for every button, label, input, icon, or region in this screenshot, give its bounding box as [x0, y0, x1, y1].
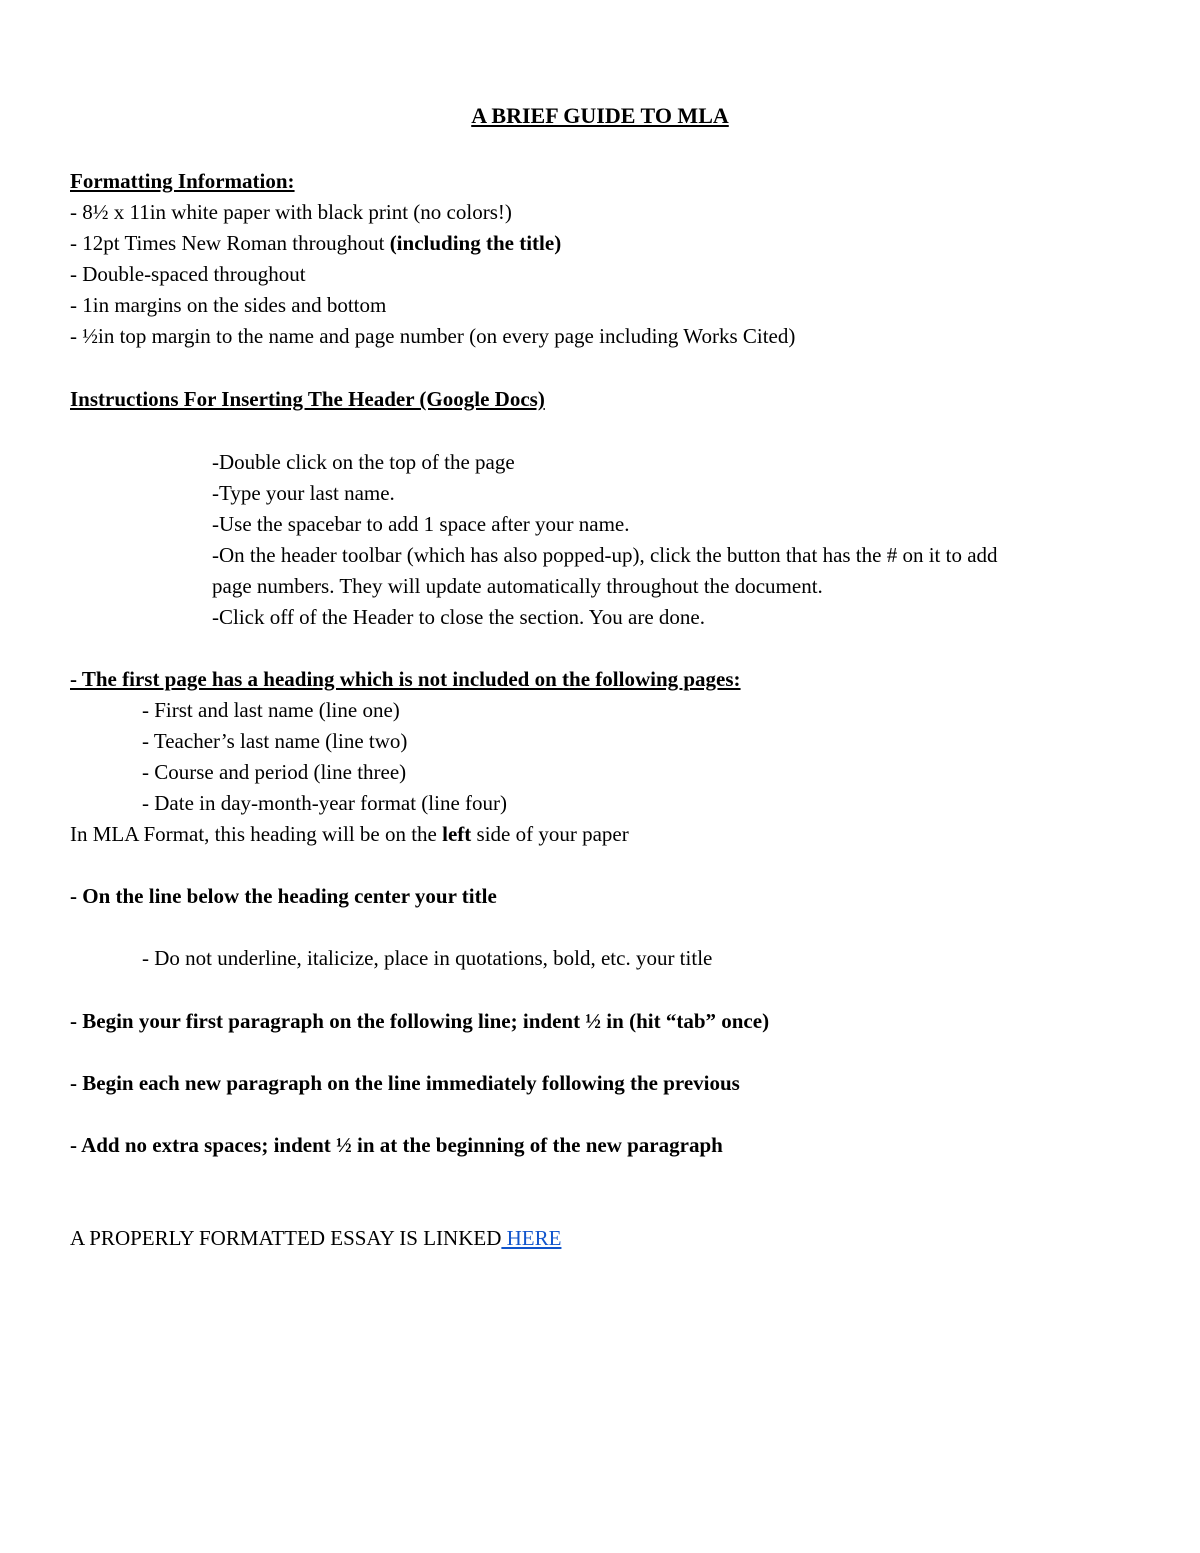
first-page-note — [70, 820, 629, 848]
paragraph-rule: - Begin your first paragraph on the following line; indent ½ in (hit “tab” once) — [70, 1009, 770, 1033]
formatting-item-emphasis: (including the title) — [389, 231, 562, 255]
first-page-note-emphasis: left — [442, 822, 472, 846]
first-page-item: - Date in day-month-year format (line four) — [142, 791, 508, 815]
header-step: -On the header toolbar (which has also popped-up), click the button that has the # on it to add — [212, 543, 998, 567]
title-rule-heading: - On the line below the heading center your title — [70, 884, 497, 908]
formatting-item: - Double-spaced throughout — [70, 262, 306, 286]
first-page-item: - Teacher’s last name (line two) — [142, 729, 408, 753]
first-page-item: - Course and period (line three) — [142, 760, 407, 784]
header-step: page numbers. They will update automatically throughout the document. — [212, 574, 823, 598]
formatting-item: - 8½ x 11in white paper with black print (no colors!) — [70, 200, 512, 224]
document-title: A BRIEF GUIDE TO MLA — [471, 103, 729, 128]
formatting-item — [70, 229, 561, 257]
formatting-item: - 1in margins on the sides and bottom — [70, 293, 387, 317]
formatting-item-text: - 12pt Times New Roman throughout — [70, 231, 390, 255]
header-step: -Click off of the Header to close the section. You are done. — [212, 605, 705, 629]
first-page-heading: - The first page has a heading which is not included on the following pages: — [70, 667, 741, 691]
header-step: -Use the spacebar to add 1 space after your name. — [212, 512, 630, 536]
essay-link-text: A PROPERLY FORMATTED ESSAY IS LINKED — [70, 1226, 502, 1250]
header-step: -Type your last name. — [212, 481, 395, 505]
header-step: -Double click on the top of the page — [212, 450, 515, 474]
first-page-note-text: side of your paper — [471, 822, 629, 846]
essay-link[interactable]: HERE — [501, 1226, 562, 1250]
essay-link-line — [70, 1224, 561, 1252]
first-page-note-text: In MLA Format, this heading will be on the — [70, 822, 443, 846]
formatting-item: - ½in top margin to the name and page number (on every page including Works Cited) — [70, 324, 796, 348]
first-page-item: - First and last name (line one) — [142, 698, 400, 722]
header-instructions-heading: Instructions For Inserting The Header (Google Docs) — [70, 387, 545, 411]
formatting-heading: Formatting Information: — [70, 169, 295, 193]
paragraph-rule: - Add no extra spaces; indent ½ in at the beginning of the new paragraph — [70, 1133, 723, 1157]
title-rule-sub: - Do not underline, italicize, place in quotations, bold, etc. your title — [142, 946, 713, 970]
paragraph-rule: - Begin each new paragraph on the line immediately following the previous — [70, 1071, 740, 1095]
